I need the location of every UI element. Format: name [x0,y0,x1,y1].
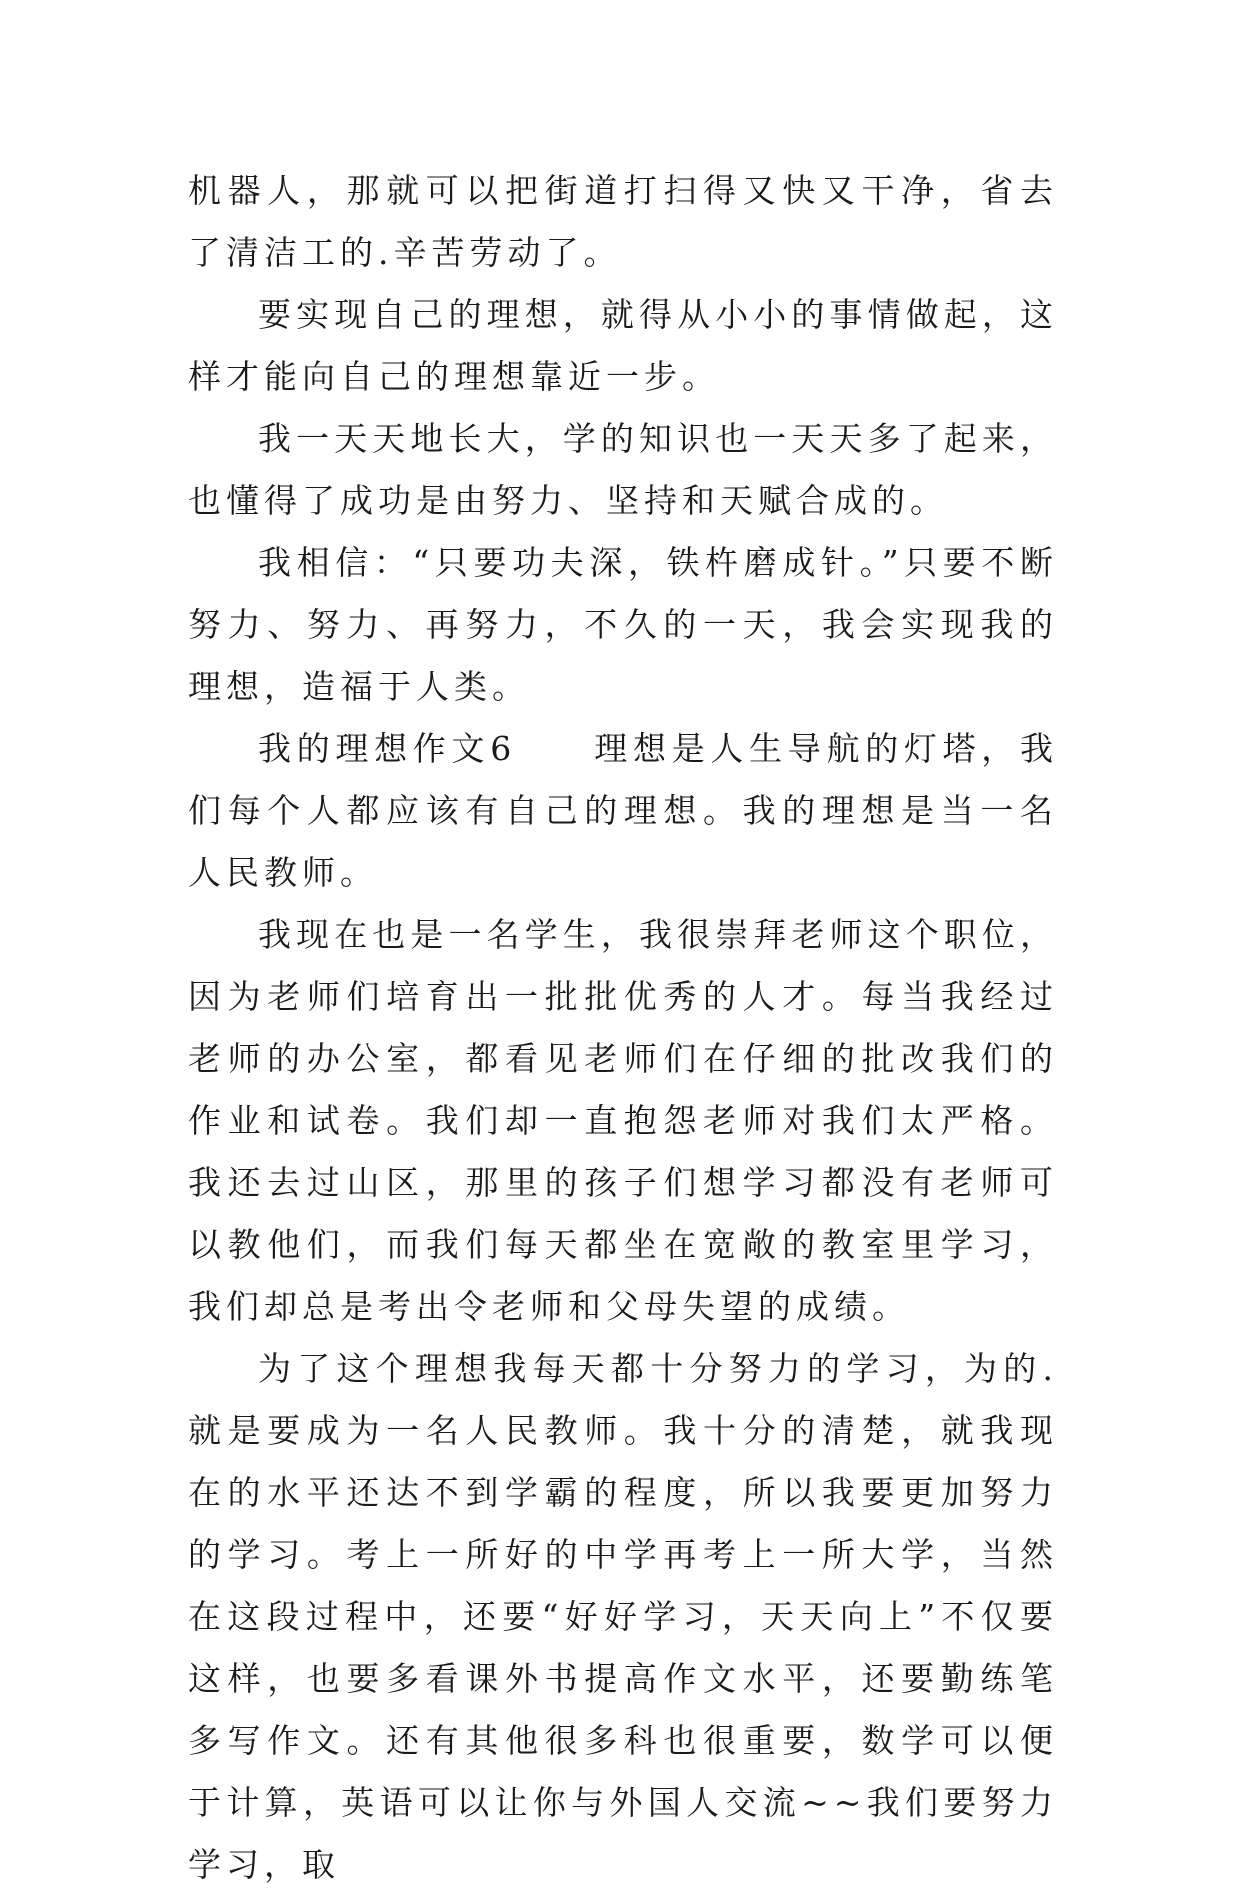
document-body [188,160,1058,1896]
paragraph-1: 机器人，那就可以把街道打扫得又快又干净，省去了清洁工的.辛苦劳动了。 [188,171,1058,272]
paragraph-5: 我的理想作文6 理想是人生导航的灯塔，我们每个人都应该有自己的理想。我的理想是当一名人民教师。 [188,729,1058,892]
paragraph-7: 为了这个理想我每天都十分努力的学习，为的.就是要成为一名人民教师。我十分的清楚，就我现在的水平还达不到学霸的程度，所以我要更加努力的学习。考上一所好的中学再考上一所大学，当然在这段过程中，还要“好好学习，天天向上”不仅要这样，也要多看课外书提高作文水平，还要勤练笔多写作文。还有其他很多科也很重要，数学可以便于计算，英语可以让你与外国人交流~~我们要努力学习，取 [188,1349,1058,1884]
paragraph-4: 我相信：“只要功夫深，铁杵磨成针。”只要不断努力、努力、再努力，不久的一天，我会实现我的理想，造福于人类。 [188,543,1058,706]
paragraph-2: 要实现自己的理想，就得从小小的事情做起，这样才能向自己的理想靠近一步。 [188,295,1058,396]
paragraph-3: 我一天天地长大，学的知识也一天天多了起来，也懂得了成功是由努力、坚持和天赋合成的。 [188,419,1058,520]
paragraph-6: 我现在也是一名学生，我很崇拜老师这个职位，因为老师们培育出一批批优秀的人才。每当我经过老师的办公室，都看见老师们在仔细的批改我们的作业和试卷。我们却一直抱怨老师对我们太严格。我还去过山区，那里的孩子们想学习都没有老师可以教他们，而我们每天都坐在宽敞的教室里学习，我们却总是考出令老师和父母失望的成绩。 [188,915,1058,1326]
